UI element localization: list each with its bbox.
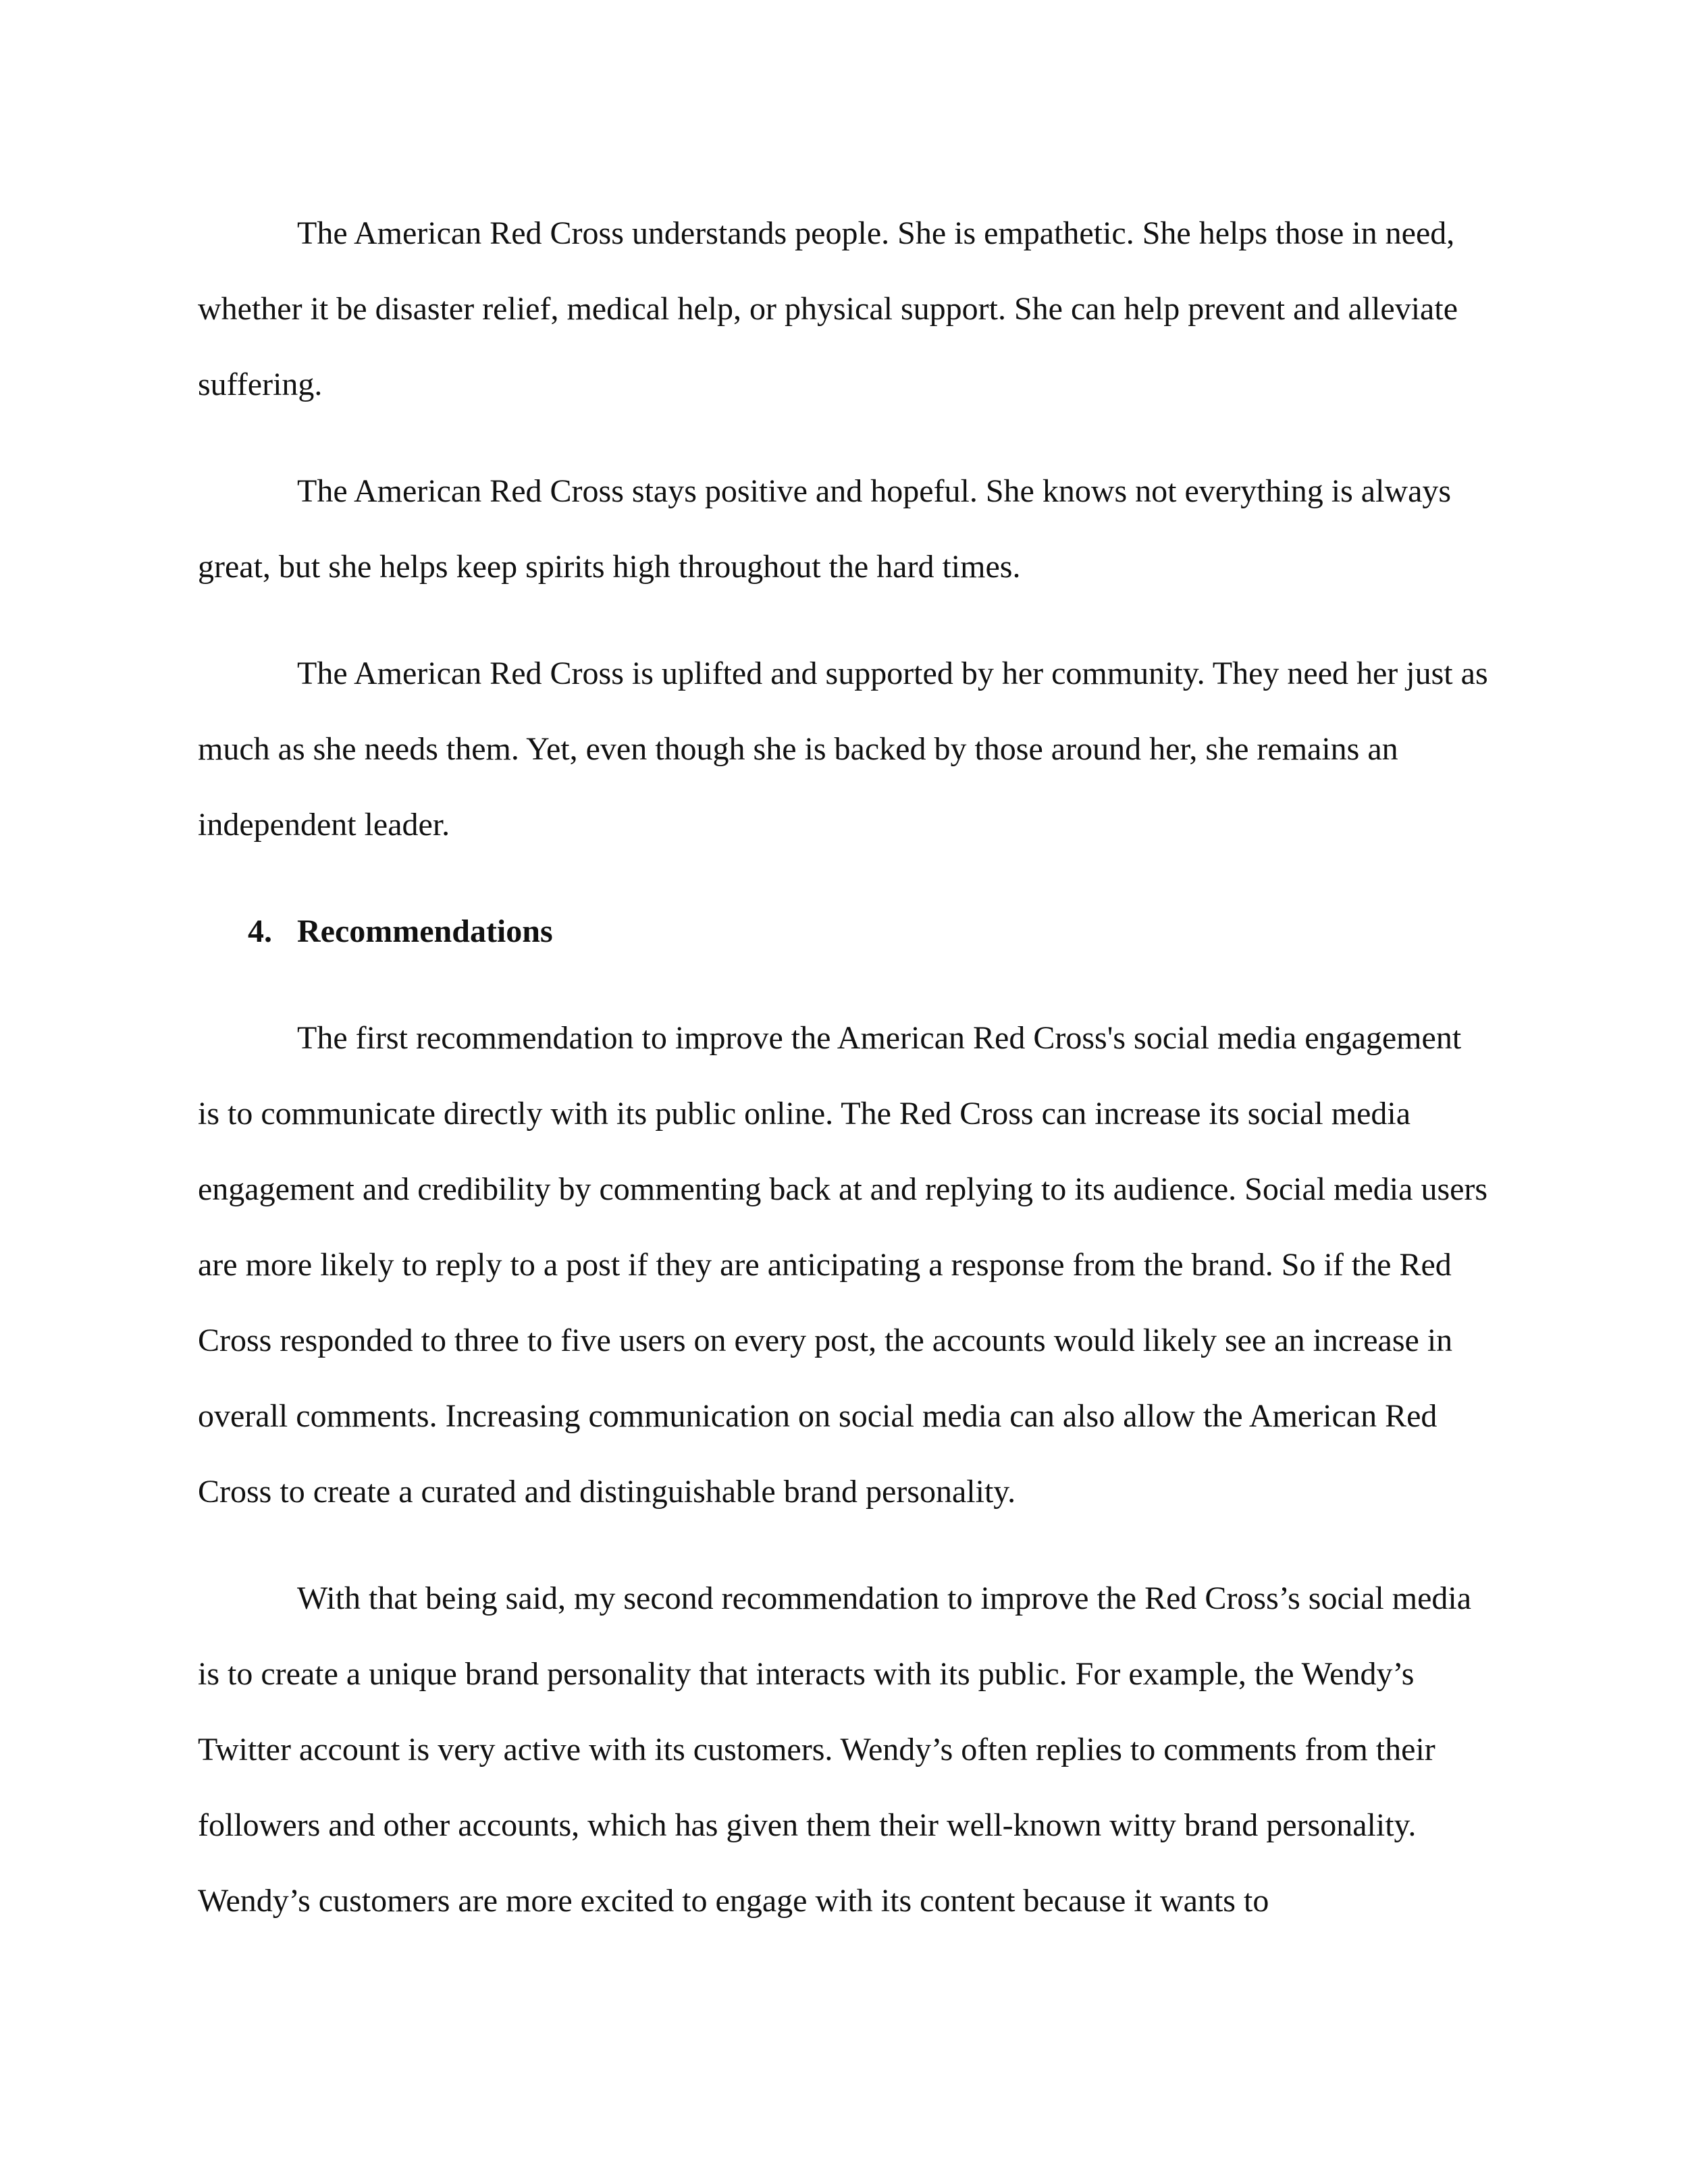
- paragraph-empathy: The American Red Cross understands people. She is empathetic. She helps those in need, whether it be disaster relief, medical help, or physical support. She can help prevent and alleviate suffering.: [198, 215, 1458, 402]
- section-heading: [198, 894, 1490, 969]
- paragraph-community: The American Red Cross is uplifted and supported by her community. They need her just as much as she needs them. Yet, even though she is backed by those around her, she remains an independent leader.: [198, 656, 1488, 843]
- paragraph-second-recommendation: With that being said, my second recommendation to improve the Red Cross’s social media is to create a unique brand personality that interacts with its public. For example, the Wendy’s Twitter account is very active with its customers. Wendy’s often replies to comments from their followers and other accounts, which has given them their well-known witty brand personality. Wendy’s customers are more excited to engage with its content because it wants to: [198, 1580, 1472, 1919]
- document-body: [198, 196, 1490, 1970]
- paragraph-positivity: The American Red Cross stays positive and hopeful. She knows not everything is always great, but she helps keep spirits high throughout the hard times.: [198, 473, 1452, 585]
- paragraph-first-recommendation: The first recommendation to improve the American Red Cross's social media engagement is to communicate directly with its public online. The Red Cross can increase its social media engagement and credibility by commenting back at and replying to its audience. Social media users are more likely to reply to a post if they are anticipating a response from the brand. So if the Red Cross responded to three to five users on every post, the accounts would likely see an increase in overall comments. Increasing communication on social media can also allow the American Red Cross to create a curated and distinguishable brand personality.: [198, 1020, 1488, 1510]
- section-number: 4.: [248, 913, 272, 949]
- section-title: Recommendations: [297, 913, 553, 949]
